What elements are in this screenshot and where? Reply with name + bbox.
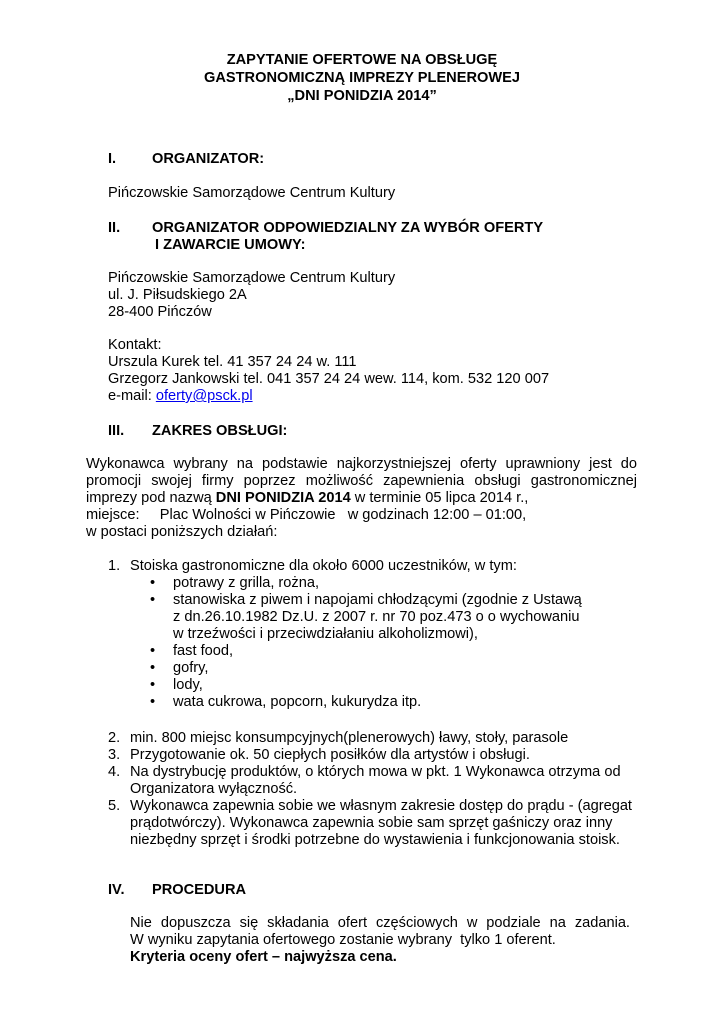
bullet-icon: • [150, 694, 156, 710]
list-item-number: 2. [108, 730, 121, 746]
bullet-icon: • [150, 592, 156, 608]
bullet-icon: • [150, 575, 156, 591]
bullet-text: potrawy z grilla, rożna, [173, 575, 319, 591]
procedure-line: Nie dopuszcza się składania ofert częściowych w podziale na zadania. [130, 915, 630, 931]
section-1-number: I. [108, 151, 117, 167]
section-2-heading-line-1: ORGANIZATOR ODPOWIEDZIALNY ZA WYBÓR OFERTY [152, 220, 544, 236]
list-item-number: 3. [108, 747, 121, 763]
contact-line: Grzegorz Jankowski tel. 041 357 24 24 wew. 114, kom. 532 120 007 [108, 371, 550, 387]
list-item-text: Na dystrybucję produktów, o których mowa w pkt. 1 Wykonawca otrzyma od [130, 764, 621, 780]
list-item-text: min. 800 miejsc konsumpcyjnych(plenerowych) ławy, stoły, parasole [130, 730, 569, 746]
list-item-text: Stoiska gastronomiczne dla około 6000 uczestników, w tym: [130, 558, 517, 574]
bullet-text: wata cukrowa, popcorn, kukurydza itp. [173, 694, 422, 710]
section-3-heading: ZAKRES OBSŁUGI: [152, 423, 288, 439]
procedure-criteria: Kryteria oceny ofert – najwyższa cena. [130, 949, 397, 965]
scope-paragraph-line: imprezy pod nazwą DNI PONIDZIA 2014 w terminie 05 lipca 2014 r., [86, 490, 529, 506]
scope-paragraph-line: Wykonawca wybrany na podstawie najkorzystniejszej oferty uprawniony jest do [86, 456, 637, 472]
bullet-text: stanowiska z piwem i napojami chłodzącymi (zgodnie z Ustawą [173, 592, 582, 608]
scope-paragraph-line: w postaci poniższych działań: [86, 524, 278, 540]
email-link[interactable]: oferty@psck.pl [155, 388, 253, 404]
contact-label: Kontakt: [108, 337, 162, 353]
list-item-number: 1. [108, 558, 121, 574]
bullet-icon: • [150, 677, 156, 693]
list-item-number: 5. [108, 798, 121, 814]
list-item-number: 4. [108, 764, 121, 780]
title-line-3: „DNI PONIDZIA 2014” [287, 88, 437, 104]
bullet-icon: • [150, 643, 156, 659]
list-item-text: prądotwórczy). Wykonawca zapewnia sobie sam sprzęt gaśniczy oraz inny [130, 815, 613, 831]
list-item-text: Organizatora wyłączność. [130, 781, 298, 797]
list-item-text: niezbędny sprzęt i środki potrzebne do wystawienia i funkcjonowania stoisk. [130, 832, 620, 848]
section-1-heading: ORGANIZATOR: [152, 151, 265, 167]
title-line-2: GASTRONOMICZNĄ IMPREZY PLENEROWEJ [204, 70, 520, 86]
section-2-number: II. [108, 220, 121, 236]
section-4-number: IV. [108, 882, 125, 898]
section-3-number: III. [108, 423, 125, 439]
list-item-text: Wykonawca zapewnia sobie we własnym zakresie dostęp do prądu - (agregat [130, 798, 632, 814]
procedure-line: W wyniku zapytania ofertowego zostanie wybrany tylko 1 oferent. [130, 932, 556, 948]
bullet-icon: • [150, 660, 156, 676]
bullet-text: lody, [173, 677, 203, 693]
bullet-text: z dn.26.10.1982 Dz.U. z 2007 r. nr 70 poz.473 o o wychowaniu [173, 609, 580, 625]
email-label: e-mail: [108, 388, 156, 404]
email-line [108, 388, 253, 405]
section-4-heading: PROCEDURA [152, 882, 247, 898]
event-name: DNI PONIDZIA 2014 [215, 490, 351, 506]
address-line: 28-400 Pińczów [108, 304, 212, 320]
bullet-text: w trzeźwości i przeciwdziałaniu alkoholizmowi), [173, 626, 478, 642]
address-line: Pińczowskie Samorządowe Centrum Kultury [108, 270, 396, 286]
bullet-text: gofry, [173, 660, 209, 676]
scope-paragraph-line: promocji swojej firmy poprzez możliwość zapewnienia obsługi gastronomicznej [86, 473, 637, 489]
section-2-heading-line-2: I ZAWARCIE UMOWY: [155, 237, 306, 253]
scope-paragraph-line: miejsce: Plac Wolności w Pińczowie w godzinach 12:00 – 01:00, [86, 507, 527, 523]
address-line: ul. J. Piłsudskiego 2A [108, 287, 247, 303]
list-item-text: Przygotowanie ok. 50 ciepłych posiłków dla artystów i obsługi. [130, 747, 530, 763]
section-1-organizer: Pińczowskie Samorządowe Centrum Kultury [108, 185, 396, 201]
title-line-1: ZAPYTANIE OFERTOWE NA OBSŁUGĘ [226, 52, 498, 68]
contact-line: Urszula Kurek tel. 41 357 24 24 w. 111 [108, 354, 357, 370]
bullet-text: fast food, [173, 643, 234, 659]
